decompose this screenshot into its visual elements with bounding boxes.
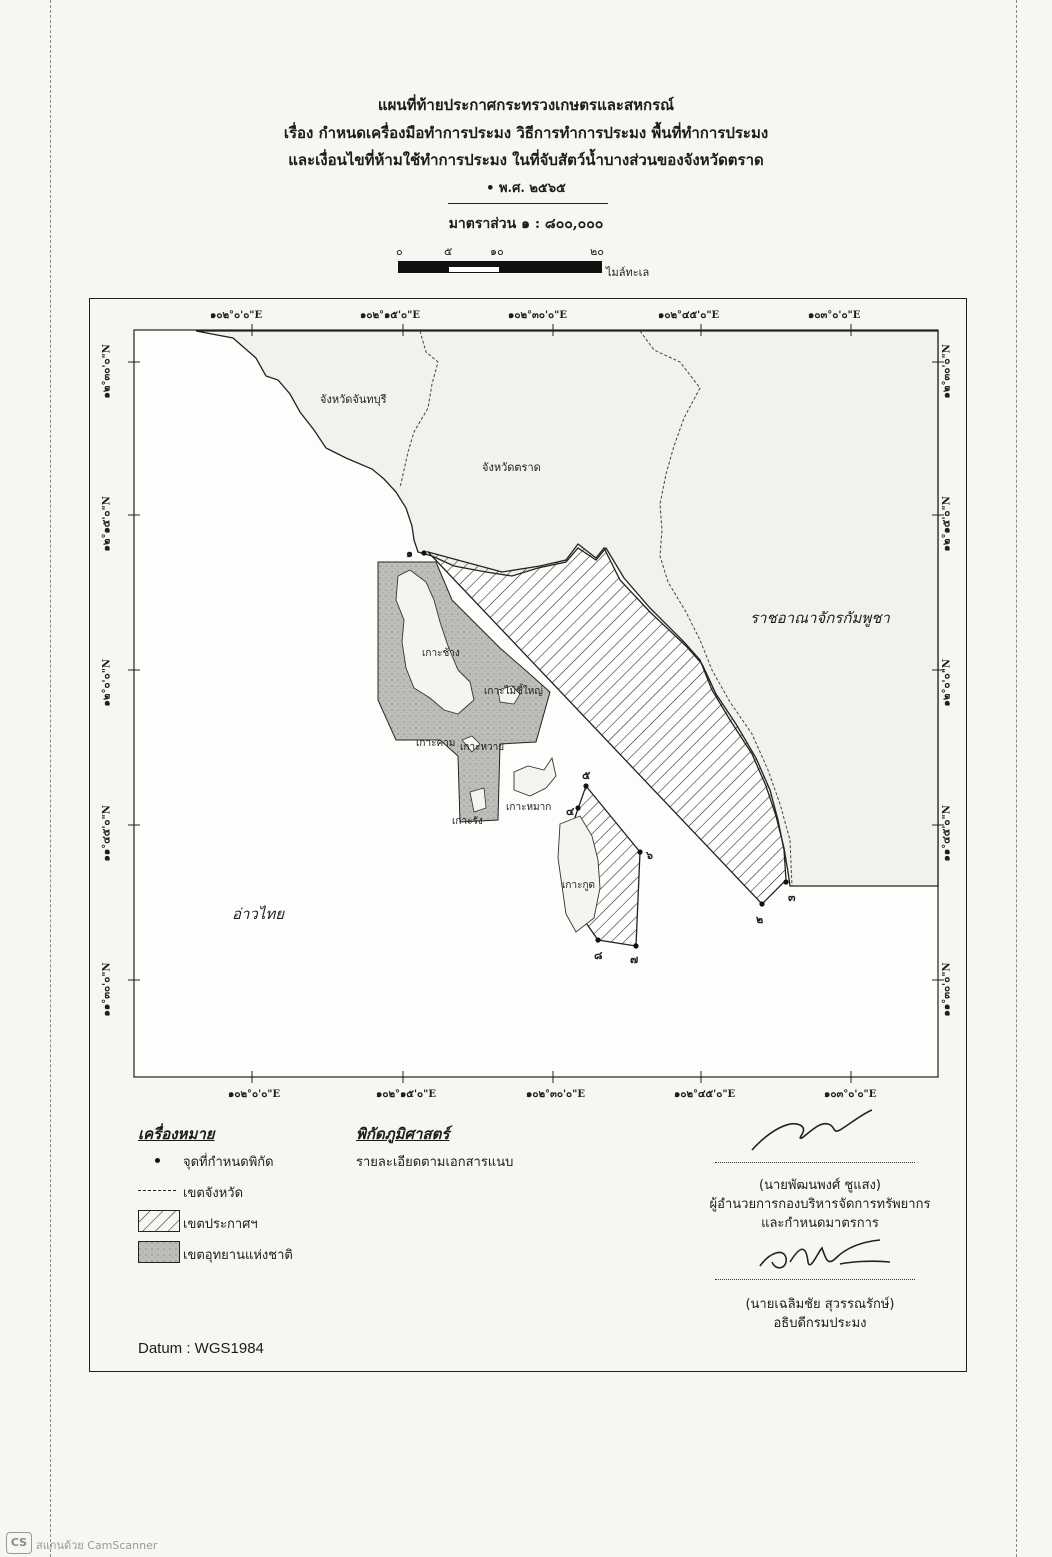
scale-tick-5: ๕ bbox=[444, 245, 453, 258]
label-gulf-of-thailand: อ่าวไทย bbox=[232, 905, 285, 923]
legend-park-icon bbox=[138, 1241, 180, 1263]
signature-2-title: อธิบดีกรมประมง bbox=[773, 1316, 867, 1331]
label-koh-wai: เกาะหวาย bbox=[460, 742, 505, 753]
point-4 bbox=[575, 805, 580, 810]
lat-label-left: ๑๒°๑๕'๐"N bbox=[101, 496, 113, 552]
title-year-text: พ.ศ. ๒๕๖๕ bbox=[498, 181, 566, 196]
lon-label-top: ๑๐๒°๔๕'๐"E bbox=[658, 310, 720, 321]
lon-label-bottom: ๑๐๒°๓๐'๐"E bbox=[526, 1089, 585, 1100]
label-koh-rang: เกาะรัง bbox=[452, 816, 483, 827]
point-5 bbox=[583, 783, 588, 788]
bullet-icon: • bbox=[486, 181, 499, 196]
title-line-1: แผนที่ท้ายประกาศกระทรวงเกษตรและสหกรณ์ bbox=[377, 96, 675, 114]
lon-label-bottom: ๑๐๒°๔๕'๐"E bbox=[674, 1089, 736, 1100]
point-8 bbox=[595, 937, 600, 942]
lon-label-bottom: ๑๐๓°๐'๐"E bbox=[824, 1089, 877, 1100]
title-line-2: เรื่อง กำหนดเครื่องมือทำการประมง วิธีการทำการประมง พื้นที่ทำการประมง bbox=[283, 124, 769, 142]
point-label-6: ๖ bbox=[646, 849, 653, 862]
lon-label-top: ๑๐๓°๐'๐"E bbox=[808, 310, 861, 321]
lat-label-right: ๑๑°๔๕'๐"N bbox=[941, 805, 953, 862]
scale-unit: ไมล์ทะเล bbox=[606, 266, 650, 279]
signature-1-name: (นายพัฒนพงศ์ ชูแสง) bbox=[759, 1178, 881, 1193]
scale-tick-10: ๑๐ bbox=[490, 245, 504, 258]
point-6 bbox=[637, 849, 642, 854]
lat-label-left: ๑๑°๓๐'๐"N bbox=[101, 962, 113, 1017]
signature-1-title-1: ผู้อำนวยการกองบริหารจัดการทรัพยากร bbox=[709, 1197, 931, 1212]
lon-label-bottom: ๑๐๒°๑๕'๐"E bbox=[376, 1089, 436, 1100]
legend-declared-icon bbox=[138, 1210, 180, 1232]
lon-label-top: ๑๐๒°๓๐'๐"E bbox=[508, 310, 567, 321]
point-label-1: ๑ bbox=[406, 547, 413, 560]
legend-province-label: เขตจังหวัด bbox=[183, 1186, 244, 1201]
label-chanthaburi: จังหวัดจันทบุรี bbox=[320, 393, 387, 406]
lat-label-right: ๑๒°๓๐'๐"N bbox=[941, 344, 953, 399]
legend-park-label: เขตอุทยานแห่งชาติ bbox=[183, 1248, 293, 1263]
lat-label-right: ๑๒°๑๕'๐"N bbox=[941, 496, 953, 552]
legend-title: เครื่องหมาย bbox=[138, 1125, 215, 1143]
coords-title: พิกัดภูมิศาสตร์ bbox=[356, 1125, 450, 1143]
scale-tick-20: ๒๐ bbox=[590, 245, 604, 258]
lat-label-right: ๑๑°๓๐'๐"N bbox=[941, 962, 953, 1017]
legend-declared-label: เขตประกาศฯ bbox=[183, 1217, 258, 1232]
title-line-3: และเงื่อนไขที่ห้ามใช้ทำการประมง ในที่จับสัตว์น้ำบางส่วนของจังหวัดตราด bbox=[288, 151, 764, 169]
lat-label-left: ๑๒°๐'๐"N bbox=[101, 658, 113, 707]
label-koh-mai-si-yai: เกาะไม้ซี้ใหญ่ bbox=[484, 686, 543, 697]
point-1 bbox=[421, 550, 426, 555]
datum-label: Datum : WGS1984 bbox=[138, 1340, 264, 1357]
label-cambodia: ราชอาณาจักรกัมพูชา bbox=[750, 609, 890, 627]
signature-1-title-2: และกำหนดมาตรการ bbox=[761, 1216, 879, 1231]
legend-point-icon bbox=[155, 1158, 160, 1163]
label-trat: จังหวัดตราด bbox=[482, 461, 541, 474]
label-koh-chang: เกาะช้าง bbox=[422, 648, 460, 659]
signature-2-line bbox=[715, 1279, 915, 1280]
scale-tick-0: ๐ bbox=[396, 245, 403, 258]
coords-text: รายละเอียดตามเอกสารแนบ bbox=[356, 1155, 514, 1170]
scale-text: มาตราส่วน ๑ : ๘๐๐,๐๐๐ bbox=[448, 216, 604, 232]
signature-1 bbox=[740, 1100, 880, 1160]
point-3 bbox=[783, 879, 788, 884]
lon-label-top: ๑๐๒°๐'๐"E bbox=[210, 310, 263, 321]
label-koh-mak: เกาะหมาก bbox=[506, 802, 552, 813]
signature-1-line bbox=[715, 1162, 915, 1163]
label-koh-kut: เกาะกูด bbox=[562, 880, 596, 891]
point-7 bbox=[633, 943, 638, 948]
label-koh-kham: เกาะคาม bbox=[416, 738, 456, 749]
lat-label-left: ๑๒°๓๐'๐"N bbox=[101, 344, 113, 399]
point-label-7: ๗ bbox=[630, 953, 639, 966]
lat-label-left: ๑๑°๔๕'๐"N bbox=[101, 805, 113, 862]
point-label-5: ๕ bbox=[582, 769, 591, 782]
point-label-8: ๘ bbox=[594, 949, 603, 962]
lon-label-bottom: ๑๐๒°๐'๐"E bbox=[228, 1089, 281, 1100]
camscanner-footer: สแกนด้วย CamScanner bbox=[36, 1539, 158, 1552]
point-label-4: ๔ bbox=[566, 805, 575, 818]
lat-label-right: ๑๒°๐'๐"N bbox=[941, 658, 953, 707]
signature-2 bbox=[750, 1232, 900, 1282]
point-label-2: ๒ bbox=[756, 913, 764, 926]
point-label-3: ๓ bbox=[788, 891, 796, 904]
camscanner-logo-icon: CS bbox=[6, 1532, 32, 1554]
point-2 bbox=[759, 901, 764, 906]
signature-2-name: (นายเฉลิมชัย สุวรรณรักษ์) bbox=[745, 1297, 895, 1312]
lon-label-top: ๑๐๒°๑๕'๐"E bbox=[360, 310, 420, 321]
legend-point-label: จุดที่กำหนดพิกัด bbox=[183, 1155, 274, 1170]
legend-province-line-icon bbox=[138, 1190, 176, 1191]
